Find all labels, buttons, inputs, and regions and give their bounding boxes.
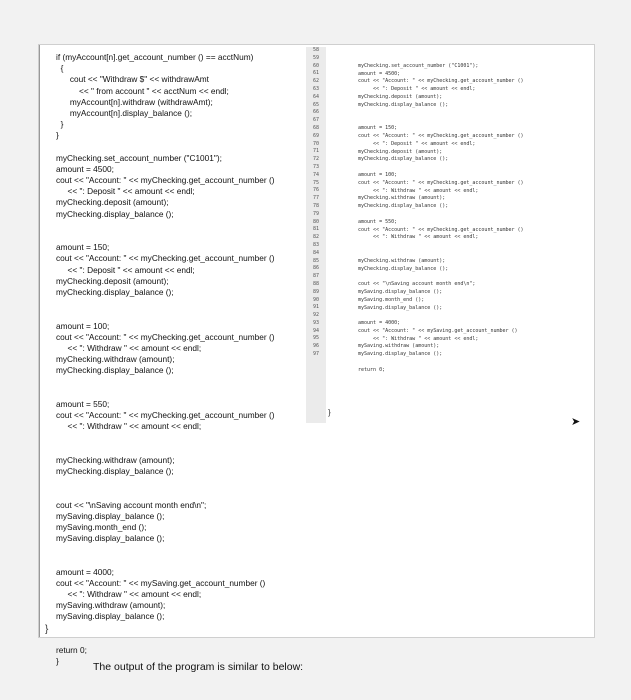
code-line: if (myAccount[n].get_account_number () == acctNum) [56,52,254,62]
code-line [358,273,598,281]
page-left-rule [39,45,40,637]
code-line: amount = 4000; [56,566,114,577]
code-line: cout << "Withdraw $" << withdrawAmt [56,74,209,85]
code-line: << ": Deposit " << amount << endl; [358,86,476,93]
code-line: mySaving.display_balance (); [358,351,443,358]
line-number: 76 [312,187,320,194]
code-line: myChecking.deposit (amount); [358,148,443,155]
line-number: 61 [312,70,320,77]
line-number: 88 [312,280,320,287]
code-line [56,388,301,399]
code-line: << ": Withdraw " << amount << endl; [56,342,202,353]
line-number: 80 [312,218,320,225]
code-line: } [56,656,59,667]
line-number: 78 [312,202,320,209]
line-number: 84 [312,249,320,256]
code-line: mySaving.display_balance (); [358,288,443,295]
code-line: mySaving.display_balance (); [56,533,165,544]
code-line: cout << "Account: " << myChecking.get_account_number () [358,132,524,139]
code-line [56,444,301,455]
code-line: amount = 4500; [358,70,401,77]
code-line [56,488,301,499]
code-line [358,164,598,172]
code-line: myAccount[n].withdraw (withdrawAmt); [56,96,213,107]
code-line: myChecking.display_balance (); [358,101,449,108]
code-line: cout << "Account: " << myChecking.get_account_number () [56,331,275,342]
line-number: 68 [312,124,320,131]
code-line: myChecking.withdraw (amount); [358,195,446,202]
code-line: myChecking.display_balance (); [358,203,449,210]
mouse-cursor-icon: ➤ [571,416,581,428]
code-line [56,376,301,387]
code-line [56,142,301,153]
line-number: 72 [312,156,320,163]
line-number: 93 [312,319,320,326]
code-line: myChecking.display_balance (); [358,156,449,163]
output-caption: The output of the program is similar to below: [93,661,304,673]
line-number: 60 [312,62,320,69]
code-line: myChecking.deposit (amount); [358,93,443,100]
code-line [56,634,301,645]
code-line: mySaving.withdraw (amount); [56,600,166,611]
code-line [56,231,301,242]
code-line: << ": Deposit " << amount << endl; [56,264,195,275]
code-line: amount = 550; [358,218,398,225]
code-line [56,477,301,488]
code-line: myChecking.display_balance (); [358,265,449,272]
line-number: 77 [312,195,320,202]
line-number: 90 [312,296,320,303]
corner-brace: } [45,624,49,635]
code-line: amount = 100; [56,320,110,331]
code-line: myChecking.deposit (amount); [56,197,169,208]
line-number: 91 [312,304,320,311]
line-number: 89 [312,288,320,295]
right-code-block [358,55,598,375]
code-line: cout << "\nSaving account month end\n"; [56,499,207,510]
code-line [358,117,598,125]
code-line: } [56,119,64,130]
code-line: amount = 4500; [56,163,114,174]
code-line: << ": Withdraw " << amount << endl; [358,335,479,342]
line-number: 65 [312,101,320,108]
code-line: amount = 4000; [358,320,401,327]
code-line [56,220,301,231]
code-line [56,298,301,309]
line-number: 92 [312,312,320,319]
line-number: 85 [312,257,320,264]
code-line: << ": Deposit " << amount << endl; [56,186,195,197]
code-line: myChecking.deposit (amount); [56,275,169,286]
code-line: myChecking.set_account_number ("C1001"); [358,62,479,69]
code-line: << ": Withdraw " << amount << endl; [56,421,202,432]
line-number: 97 [312,351,320,358]
code-line: cout << "Account: " << mySaving.get_account_number () [358,327,518,334]
line-number: 70 [312,140,320,147]
line-number: 82 [312,234,320,241]
line-number: 83 [312,241,320,248]
line-number: 94 [312,327,320,334]
code-line: << ": Withdraw " << amount << endl; [358,187,479,194]
code-line: amount = 150; [56,242,110,253]
code-line: myChecking.withdraw (amount); [56,354,175,365]
code-line: myChecking.display_balance (); [56,286,174,297]
code-line: mySaving.month_end (); [56,521,147,532]
line-number: 64 [312,93,320,100]
code-line: myChecking.withdraw (amount); [56,454,175,465]
line-number: 81 [312,226,320,233]
code-line: } [56,130,59,141]
code-line: { [56,63,64,74]
line-number: 73 [312,163,320,170]
code-line [56,555,301,566]
code-line: myChecking.display_balance (); [56,208,174,219]
code-line: myChecking.display_balance (); [56,365,174,376]
code-line: mySaving.display_balance (); [56,510,165,521]
line-number-gutter [306,47,326,423]
code-line: return 0; [56,644,87,655]
line-number: 66 [312,109,320,116]
code-line: << ": Withdraw " << amount << endl; [56,589,202,599]
code-line: cout << "Account: " << myChecking.get_account_number () [358,179,524,186]
line-number: 87 [312,273,320,280]
line-number: 71 [312,148,320,155]
line-number: 95 [312,335,320,342]
code-line: amount = 150; [358,125,398,132]
code-line [358,359,598,367]
code-line: cout << "Account: " << myChecking.get_account_number () [56,410,275,420]
code-line: myChecking.set_account_number ("C1001"); [56,152,222,163]
code-line: << ": Deposit " << amount << endl; [358,140,476,147]
closing-brace: } [328,408,331,417]
code-line: mySaving.display_balance (); [358,304,443,311]
code-line: myChecking.withdraw (amount); [358,257,446,264]
code-line [358,55,598,63]
code-line [358,211,598,219]
code-line: mySaving.withdraw (amount); [358,343,440,350]
line-number: 86 [312,265,320,272]
left-code-block [56,52,301,667]
code-line [358,110,598,118]
code-line [56,309,301,320]
code-line: amount = 550; [56,398,110,409]
code-line: mySaving.month_end (); [358,296,425,303]
line-number: 63 [312,85,320,92]
code-line: mySaving.display_balance (); [56,611,165,622]
line-number: 62 [312,78,320,85]
line-number: 74 [312,171,320,178]
code-line [56,544,301,555]
code-line: cout << "\nSaving account month end\n"; [358,281,476,288]
code-line [56,432,301,443]
code-line: cout << "Account: " << myChecking.get_account_number () [358,78,524,85]
code-line: cout << "Account: " << myChecking.get_account_number () [56,253,275,264]
line-number: 96 [312,343,320,350]
line-number: 75 [312,179,320,186]
line-number: 79 [312,210,320,217]
code-line: cout << "Account: " << myChecking.get_account_number () [358,226,524,233]
line-number: 59 [312,54,320,61]
code-line: myChecking.display_balance (); [56,465,174,476]
code-line [358,312,598,320]
line-number: 67 [312,117,320,124]
code-line: myAccount[n].display_balance (); [56,107,193,118]
code-line [358,250,598,258]
line-number: 58 [312,47,320,53]
line-number: 69 [312,132,320,139]
code-line: cout << "Account: " << mySaving.get_account_number () [56,577,266,588]
code-line: amount = 100; [358,171,398,178]
code-line: cout << "Account: " << myChecking.get_account_number () [56,175,275,186]
code-line: << " from account " << acctNum << endl; [56,85,229,96]
code-line: return 0; [358,366,386,373]
code-line: << ": Withdraw " << amount << endl; [358,234,479,241]
code-line [358,242,598,250]
code-line [56,623,301,634]
